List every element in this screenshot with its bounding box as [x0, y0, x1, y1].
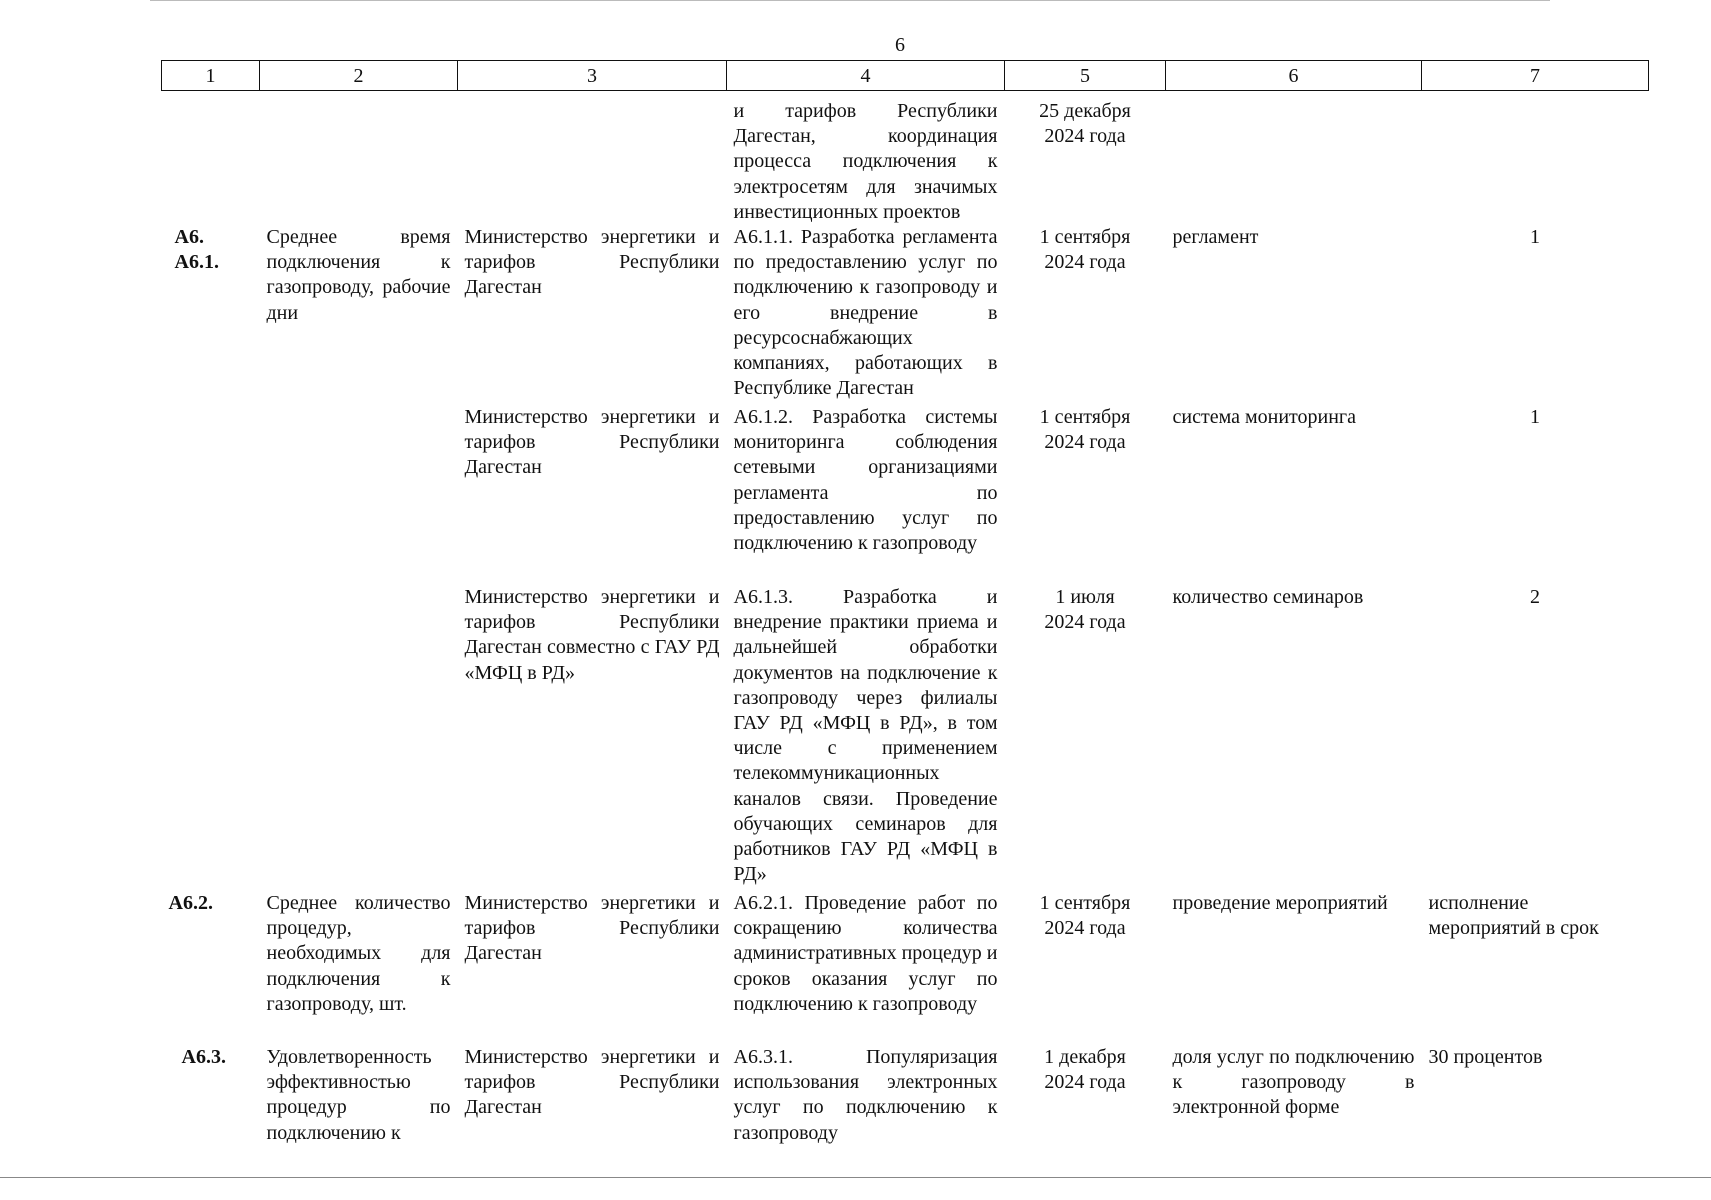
- result-cell: количество семинаров: [1172, 586, 1364, 609]
- indicator-cell: Удовлетворенность эффективностью процедур по подключению к: [266, 1046, 451, 1144]
- column-number: 7: [1422, 61, 1649, 91]
- executor-cell: Министерство энергетики и тарифов Республики Дагестан: [464, 226, 720, 299]
- table-row: [162, 91, 1649, 226]
- measures-table-container: [161, 60, 1648, 1155]
- row-code: А6. А6.1.: [174, 226, 219, 274]
- value-cell: 30 процентов: [1428, 1046, 1543, 1069]
- executor-cell: Министерство энергетики и тарифов Республики Дагестан: [464, 892, 720, 965]
- value-cell: [1422, 91, 1649, 226]
- row-code: [162, 585, 260, 891]
- value-cell: 1: [1530, 226, 1540, 249]
- value-cell: 2: [1530, 586, 1540, 609]
- table-row: [162, 225, 1649, 405]
- measure-cell: А6.1.3. Разработка и внедрение практики приема и дальнейшей обработки документов на подключение к газопроводу через филиалы ГАУ РД «МФЦ в РД», в том числе с применением телекоммуникационных каналов связи. Проведение обучающих семинаров для работников ГАУ РД «МФЦ в РД»: [733, 586, 998, 886]
- deadline-cell: 1 сентября 2024 года: [1039, 406, 1131, 454]
- result-cell: система мониторинга: [1172, 406, 1356, 429]
- row-code: [162, 91, 260, 226]
- page-number: 6: [895, 34, 905, 56]
- deadline-cell: 1 июля 2024 года: [1044, 586, 1126, 634]
- indicator-cell: [260, 91, 458, 226]
- measure-cell: А6.2.1. Проведение работ по сокращению количества административных процедур и сроков оказания услуг по подключению к газопроводу: [733, 892, 998, 1015]
- executor-cell: Министерство энергетики и тарифов Республики Дагестан: [464, 406, 720, 479]
- row-code: А6.3.: [181, 1046, 226, 1069]
- measure-cell: А6.1.2. Разработка системы мониторинга соблюдения сетевыми организациями регламента по предоставлению услуг по подключению к газопроводу: [733, 406, 998, 555]
- result-cell: регламент: [1172, 226, 1259, 249]
- table-row: [162, 585, 1649, 891]
- result-cell: [1166, 91, 1422, 226]
- indicator-cell: Среднее время подключения к газопроводу, рабочие дни: [266, 226, 451, 324]
- deadline-cell: 1 сентября 2024 года: [1039, 226, 1131, 274]
- scan-top-edge: [150, 0, 1550, 1]
- column-number: 5: [1005, 61, 1166, 91]
- scan-bottom-edge: [0, 1177, 1711, 1178]
- column-number: 1: [162, 61, 260, 91]
- indicator-cell: Среднее количество процедур, необходимых для подключения к газопроводу, шт.: [266, 892, 451, 1015]
- indicator-cell: [260, 405, 458, 585]
- measures-table: [161, 60, 1649, 1155]
- executor-cell: Министерство энергетики и тарифов Республики Дагестан: [464, 1046, 720, 1119]
- column-number: 4: [727, 61, 1005, 91]
- result-cell: доля услуг по подключению к газопроводу в электронной форме: [1172, 1046, 1415, 1119]
- row-code: [162, 405, 260, 585]
- deadline-cell: 25 декабря 2024 года: [1039, 100, 1131, 148]
- measure-cell: и тарифов Республики Дагестан, координация процесса подключения к электросетям для значимых инвестиционных проектов: [733, 100, 998, 223]
- column-number: 3: [458, 61, 727, 91]
- measure-cell: А6.1.1. Разработка регламента по предоставлению услуг по подключению к газопроводу и его внедрение в ресурсоснабжающих компаниях, работающих в Республике Дагестан: [733, 226, 998, 400]
- result-cell: проведение мероприятий: [1172, 892, 1388, 915]
- row-code: А6.2.: [168, 892, 213, 915]
- value-cell: исполнение мероприятий в срок: [1428, 892, 1599, 940]
- deadline-cell: 1 сентября 2024 года: [1039, 892, 1131, 940]
- executor-cell: [458, 91, 727, 226]
- column-number: 6: [1166, 61, 1422, 91]
- deadline-cell: 1 декабря 2024 года: [1044, 1046, 1126, 1094]
- table-row: [162, 405, 1649, 585]
- executor-cell: Министерство энергетики и тарифов Республики Дагестан совместно с ГАУ РД «МФЦ в РД»: [464, 586, 720, 684]
- column-number-row: [162, 61, 1649, 91]
- column-number: 2: [260, 61, 458, 91]
- measure-cell: А6.3.1. Популяризация использования электронных услуг по подключению к газопроводу: [733, 1046, 998, 1144]
- table-row: [162, 1045, 1649, 1155]
- value-cell: 1: [1530, 406, 1540, 429]
- table-row: [162, 891, 1649, 1045]
- indicator-cell: [260, 585, 458, 891]
